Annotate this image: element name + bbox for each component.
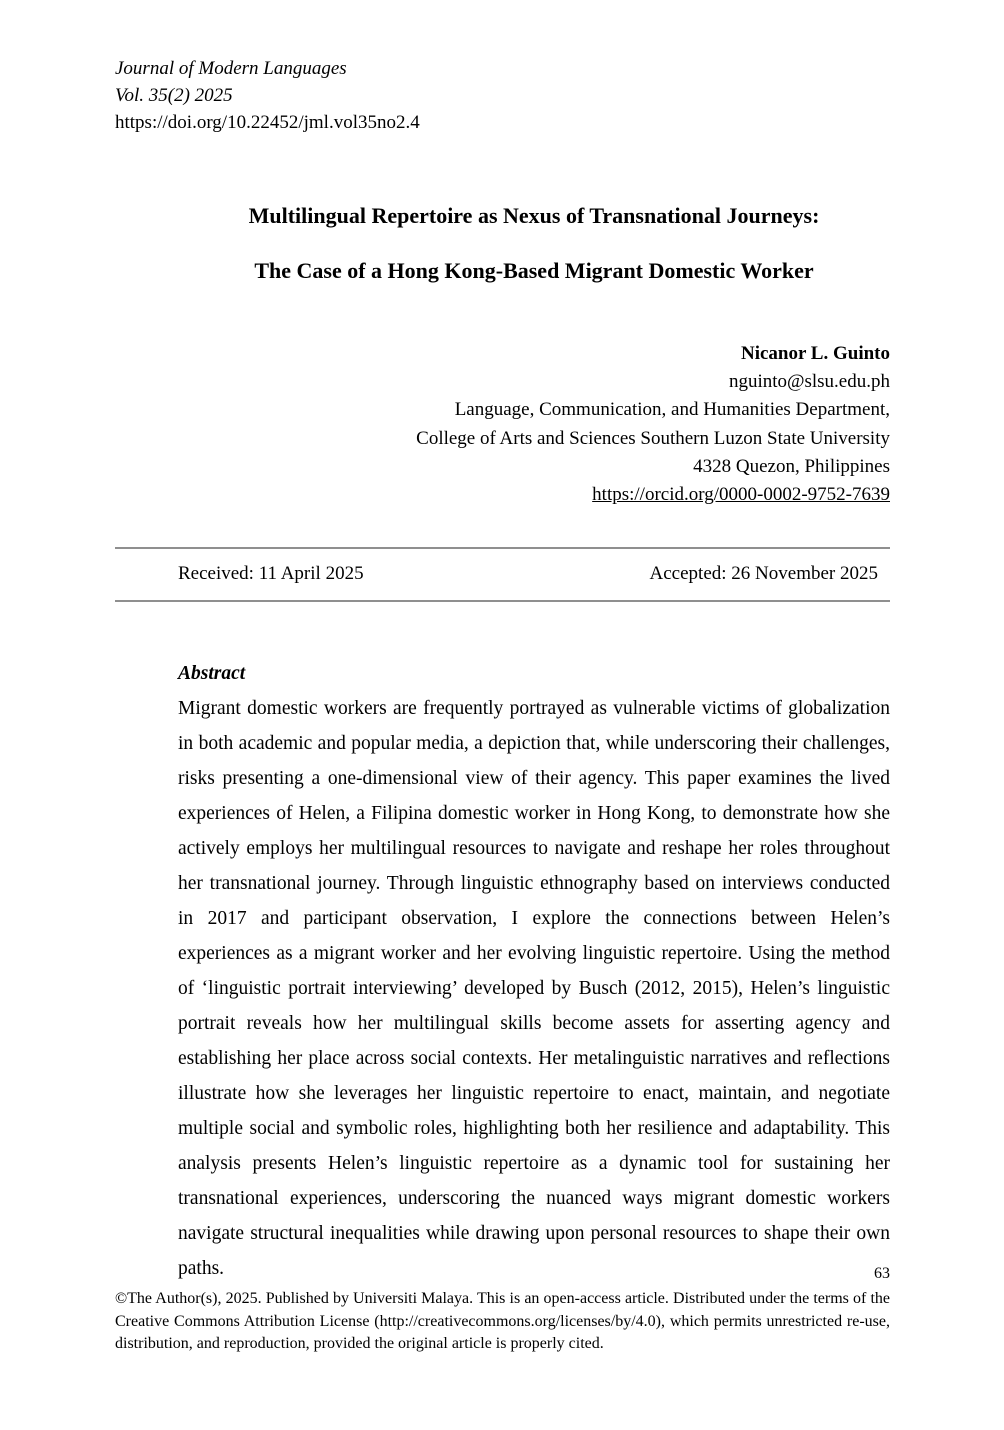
author-name: Nicanor L. Guinto	[740, 343, 890, 364]
abstract-text: Migrant domestic workers are frequently portrayed as vulnerable victims of globalization in both academic and popular media, a depiction that, while underscoring their challenges, risks presenting a one-dimensional view of their agency. This paper examines the lived experiences of Helen, a Filipina domestic worker in Hong Kong, to demonstrate how she actively employs her multilingual resources to navigate and reshape her roles throughout her transnational journey. Through linguistic ethnography based on interviews conducted in 2017 and participant observation, I explore the connections between Helen’s experiences as a migrant worker and her evolving linguistic repertoire. Using the method of ‘linguistic portrait interviewing’ developed by Busch (2012, 2015), Helen’s linguistic portrait reveals how her multilingual skills become assets for asserting agency and establishing her place across social contexts. Her metalinguistic narratives and reflections illustrate how she leverages her linguistic repertoire to enact, maintain, and negotiate multiple social and symbolic roles, highlighting both her resilience and adaptability. This analysis presents Helen’s linguistic repertoire as a dynamic tool for sustaining her transnational experiences, underscoring the nuanced ways migrant domestic workers navigate structural inequalities while drawing upon personal resources to shape their own paths.	[178, 698, 890, 1280]
author-department: Language, Communication, and Humanities Department,	[454, 399, 890, 421]
article-title-line1: Multilingual Repertoire as Nexus of Transnational Journeys:	[248, 203, 820, 228]
article-title-line2: The Case of a Hong Kong-Based Migrant Domestic Worker	[254, 258, 814, 283]
author-block	[178, 340, 890, 509]
page-number: 63	[874, 1265, 890, 1282]
dates-bar	[115, 547, 890, 602]
accepted-date: Accepted: 26 November 2025	[649, 563, 878, 585]
author-email: nguinto@slsu.edu.ph	[728, 371, 890, 393]
abstract-heading: Abstract	[178, 663, 246, 685]
received-date: Received: 11 April 2025	[178, 563, 364, 585]
journal-doi: https://doi.org/10.22452/jml.vol35no2.4	[115, 112, 420, 133]
article-title	[178, 188, 890, 298]
author-address: 4328 Quezon, Philippines	[693, 455, 890, 477]
journal-header	[115, 55, 890, 136]
journal-volume: Vol. 35(2) 2025	[115, 85, 233, 106]
author-affiliation: College of Arts and Sciences Southern Luzon State University	[416, 427, 890, 449]
copyright-notice: ©The Author(s), 2025. Published by Universiti Malaya. This is an open-access article. Distributed under the terms of the Creative Commons Attribution License (http://creativecommons.org/licenses/by/4.0), which permits unrestricted re-use, distribution, and reproduction, provided the original article is properly cited.	[115, 1290, 890, 1352]
orcid-link[interactable]: https://orcid.org/0000-0002-9752-7639	[592, 484, 890, 506]
abstract-section	[178, 656, 890, 1286]
page-footer	[115, 1264, 890, 1356]
journal-name: Journal of Modern Languages	[115, 58, 347, 79]
